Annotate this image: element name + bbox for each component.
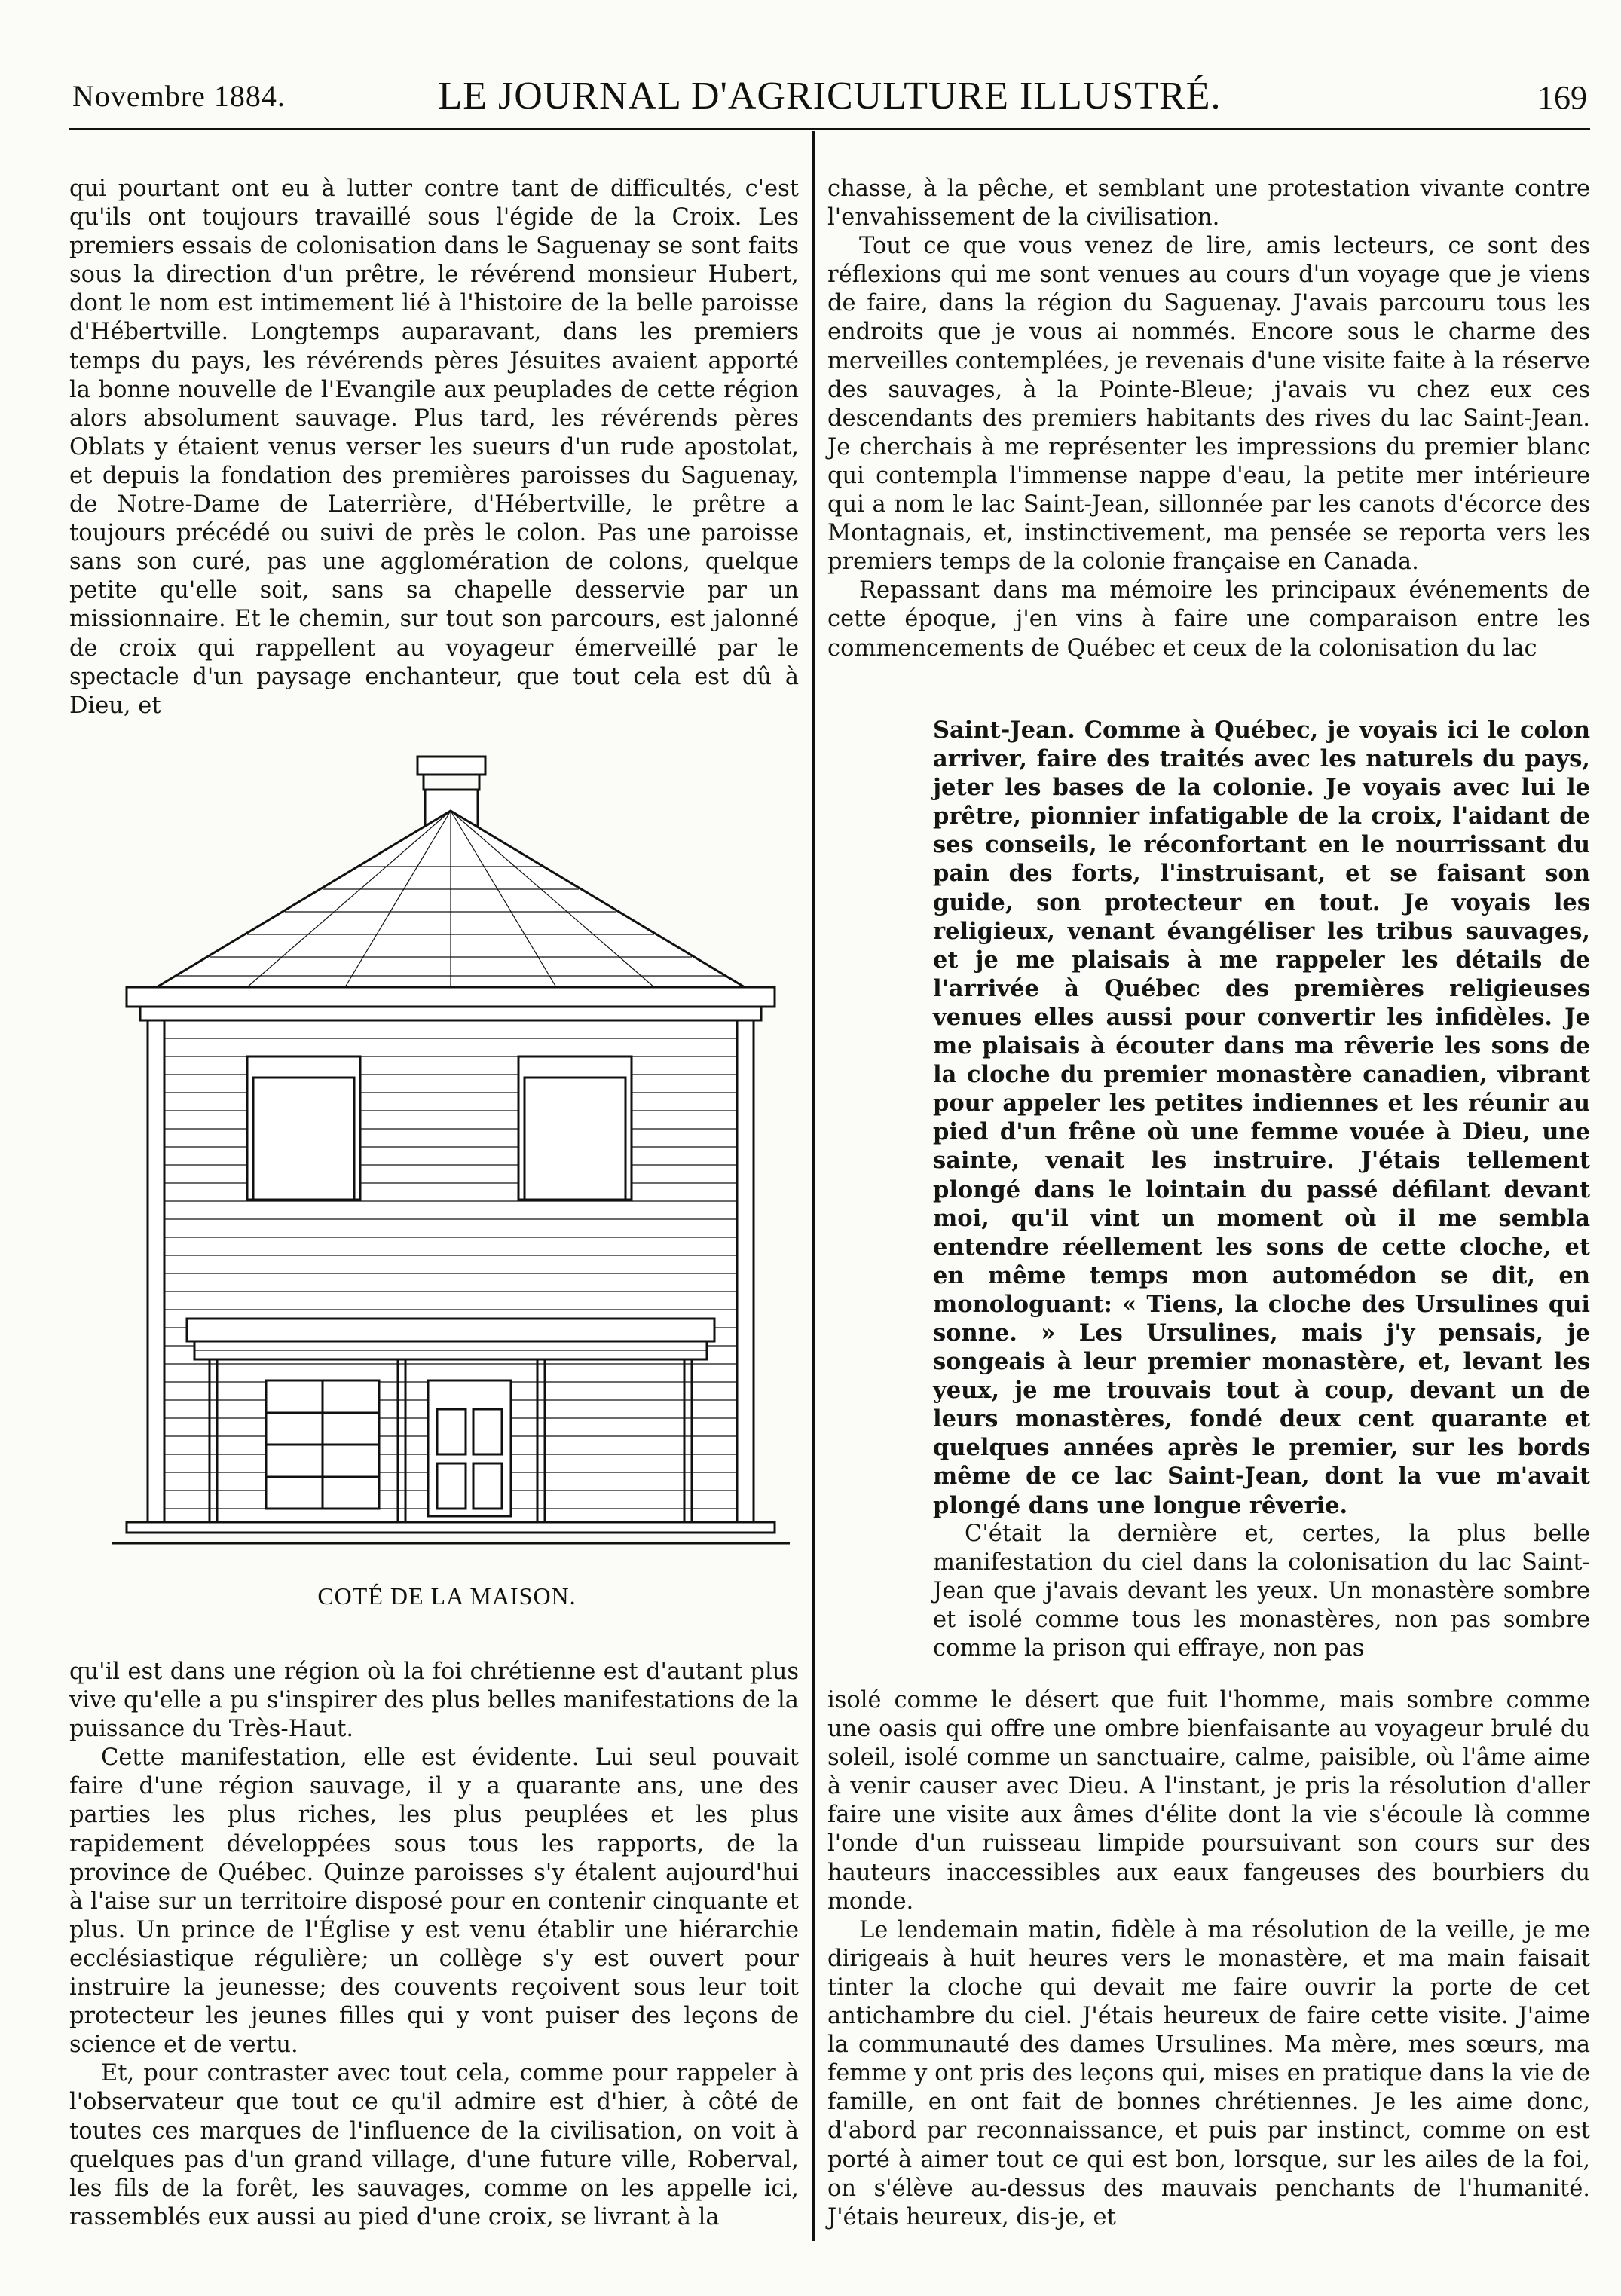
paragraph: Repassant dans ma mémoire les principaux événements de cette époque, j'en vins à faire une comparaison entre les commencements de Québec et ceux de la colonisation du lac <box>827 577 1590 662</box>
column-divider <box>812 131 815 2241</box>
right-column-narrow <box>933 716 1590 1663</box>
header-date: Novembre 1884. <box>72 79 286 113</box>
paragraph: Saint-Jean. Comme à Québec, je voyais ici le colon arriver, faire des traités avec les naturels du pays, jeter les bases de la colonie. Je voyais avec lui le prêtre, pionnier infatigable de la croix, l'aidant de ses conseils, le réconfortant en le nourrissant du pain des forts, l'instruisant, et se faisant son guide, son protecteur en tout. Je voyais les religieux, venant évangéliser les tribus sauvages, et je me plaisais à me rappeler les détails de l'arrivée à Québec des premières religieuses venues elles aussi pour convertir les infidèles. Je me plaisais à écouter dans ma rêverie les sons de la cloche du premier monastère canadien, vibrant pour appeler les petites indiennes et les réunir au pied d'un frêne où une femme vouée à Dieu, une sainte, venait les instruire. J'étais tellement plongé dans le lointain du passé défilant devant moi, qu'il vint un moment où il me sembla entendre réellement les sons de cette cloche, et en même temps mon automédon se dit, en monologuant: « Tiens, la cloche des Ursulines qui sonne. » Les Ursulines, mais j'y pensais, je songeais à leur premier monastère, et, levant les yeux, je me trouvais tout à coup, devant un de leurs monastères, fondé deux cent quarante et quelques années après le premier, sur les bords même de ce lac Saint-Jean, dont la vue m'avait plongé dans une longue rêverie. <box>933 717 1590 1519</box>
page-number: 169 <box>1537 79 1587 116</box>
paragraph: Le lendemain matin, fidèle à ma résolution de la veille, je me dirigeais à huit heures vers le monastère, et ma main faisait tinter la cloche qui devait me faire ouvrir la porte de cet antichambre du ciel. J'étais heureux de faire cette visite. J'aime la communauté des dames Ursulines. Ma mère, mes sœurs, ma femme y ont pris des leçons qui, mises en pratique dans la vie de famille, en ont fait de bonnes chrétiennes. Je les aime donc, d'abord par reconnaissance, et puis par instinct, comme on est porté à aimer tout ce qui est bon, lorsque, sur les ailes de la foi, on s'élève au-dessus des mauvais penchants de l'humanité. J'étais heureux, dis-je, et <box>827 1916 1590 2230</box>
left-column-bottom <box>69 1658 799 2232</box>
illustration-caption: COTÉ DE LA MAISON. <box>317 1582 577 1610</box>
paragraph: chasse, à la pêche, et semblant une protestation vivante contre l'envahissement de la civilisation. <box>827 176 1590 231</box>
paragraph: Tout ce que vous venez de lire, amis lecteurs, ce sont des réflexions qui me sont venues au cours d'un voyage que je viens de faire, dans la région du Saguenay. J'avais parcouru tous les endroits que je vous ai nommés. Encore sous le charme des merveilles contemplées, je revenais d'une visite faite à la réserve des sauvages, à la Pointe-Bleue; j'avais vu chez eux ces descendants des premiers habitants des rives du lac Saint-Jean. Je cherchais à me représenter les impressions du premier blanc qui contempla l'immense nappe d'eau, la petite mer intérieure qui a nom le lac Saint-Jean, sillonnée par les canots d'écorce des Montagnais, et, instinctivement, ma pensée se reporta vers les premiers temps de la colonie française en Canada. <box>827 233 1590 576</box>
paragraph: qu'il est dans une région où la foi chrétienne est d'autant plus vive qu'elle a pu s'inspirer des plus belles manifestations de la puissance du Très-Haut. <box>69 1659 799 1743</box>
paragraph: Cette manifestation, elle est évidente. Lui seul pouvait faire d'une région sauvage, il y a quarante ans, une des parties les plus riches, les plus peuplées et les plus rapidement développées sous tous les rapports, de la province de Québec. Quinze paroisses s'y étalent aujourd'hui à l'aise sur un territoire disposé pour en contenir cinquante et plus. Un prince de l'Église y est venu établir une hiérarchie ecclésiastique régulière; un collège s'y est ouvert pour instruire la jeunesse; des couvents reçoivent sous leur toit protecteur les jeunes filles qui y vont puiser des leçons de science et de vertu. <box>69 1744 799 2059</box>
right-column-bottom <box>827 1686 1590 2232</box>
paragraph: isolé comme le désert que fuit l'homme, mais sombre comme une oasis qui offre une ombre bienfaisante au voyageur brulé du soleil, isolé comme un sanctuaire, calme, paisible, où l'âme aime à venir causer avec Dieu. A l'instant, je pris la résolution d'aller faire une visite aux âmes d'élite dont la vie s'écoule là comme l'onde d'un ruisseau limpide poursuivant son cours sur des hauteurs inaccessibles aux eaux fangeuses des bourbiers du monde. <box>827 1687 1590 1915</box>
house-illustration <box>96 746 797 1582</box>
left-column-top <box>69 175 799 720</box>
paragraph: qui pourtant ont eu à lutter contre tant de difficultés, c'est qu'ils ont toujours travaillé sous l'égide de la Croix. Les premiers essais de colonisation dans le Saguenay se sont faits sous la direction d'un prêtre, le révérend monsieur Hubert, dont le nom est intimement lié à l'histoire de la belle paroisse d'Hébertville. Longtemps auparavant, dans les premiers temps du pays, les révérends pères Jésuites avaient apporté la bonne nouvelle de l'Evangile aux peuplades de cette région alors absolument sauvage. Plus tard, les révérends pères Oblats y étaient venus verser les sueurs d'un rude apostolat, et depuis la fondation des premières paroisses du Saguenay, de Notre-Dame de Laterrière, d'Hébertville, le prêtre a toujours précédé ou suivi de près le colon. Pas une paroisse sans son curé, pas une agglomération de colons, quelque petite qu'elle soit, sans sa chapelle desservie par un missionnaire. Et le chemin, sur tout son parcours, est jalonné de croix qui rappellent au voyageur émerveillé par le spectacle d'un paysage enchanteur, que tout cela est dû à Dieu, et <box>69 176 799 719</box>
house-drawing <box>112 757 790 1543</box>
right-column-top <box>827 175 1590 663</box>
journal-title: LE JOURNAL D'AGRICULTURE ILLUSTRÉ. <box>438 75 1222 118</box>
header-rule <box>69 128 1590 130</box>
paragraph: Et, pour contraster avec tout cela, comme pour rappeler à l'observateur que tout ce qu'il admire est d'hier, à côté de toutes ces marques de l'influence de la civilisation, on voit à quelques pas d'un grand village, d'une future ville, Roberval, les fils de la forêt, les sauvages, comme on les appelle ici, rassemblés eux aussi au pied d'une croix, se livrant à la <box>69 2060 799 2230</box>
page-header <box>72 74 1587 127</box>
paragraph: C'était la dernière et, certes, la plus belle manifestation du ciel dans la colonisation du lac Saint-Jean que j'avais devant les yeux. Un monastère sombre et isolé comme tous les monastères, non pas sombre comme la prison qui effraye, non pas <box>933 1520 1590 1662</box>
